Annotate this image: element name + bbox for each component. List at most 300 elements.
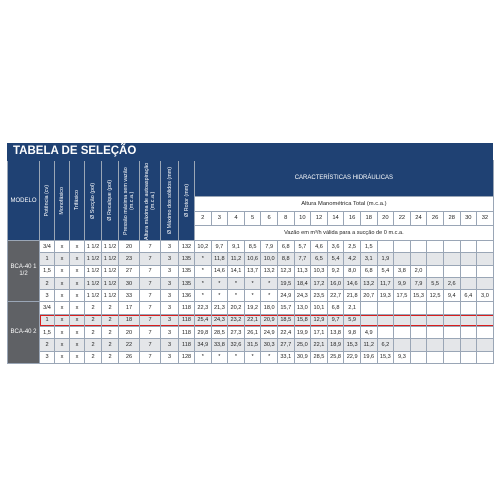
table-cell: 132 [179, 241, 195, 253]
table-cell: 33,1 [277, 351, 294, 363]
table-cell: 3 [161, 339, 179, 351]
table-cell: 3 [161, 302, 179, 314]
table-row [8, 241, 494, 253]
table-cell [377, 241, 394, 253]
table-cell: 10,3 [311, 265, 328, 277]
table-cell: 7 [140, 290, 161, 302]
table-cell [360, 314, 377, 326]
table-cell: * [228, 290, 245, 302]
table-cell: 30 [119, 277, 140, 289]
table-cell: x [70, 290, 85, 302]
table-cell: 135 [179, 253, 195, 265]
table-cell: 12,3 [277, 265, 294, 277]
table-cell [443, 253, 460, 265]
header-modelo: MODELO [8, 161, 40, 241]
table-cell: 7,7 [294, 253, 311, 265]
table-cell: 5,4 [327, 253, 344, 265]
table-cell: * [261, 351, 278, 363]
table-cell: * [244, 351, 261, 363]
table-cell: 8,8 [277, 253, 294, 265]
table-cell: 2 [102, 302, 119, 314]
table-cell: * [195, 351, 212, 363]
table-cell [427, 339, 444, 351]
table-cell: 13,2 [360, 277, 377, 289]
table-cell [410, 314, 427, 326]
table-cell: 9,7 [211, 241, 228, 253]
table-cell: * [211, 351, 228, 363]
table-cell [477, 241, 494, 253]
table-cell [394, 302, 411, 314]
table-cell: 118 [179, 327, 195, 339]
table-cell: 33 [119, 290, 140, 302]
table-row [8, 290, 494, 302]
table-cell: 27,7 [277, 339, 294, 351]
table-cell: * [261, 277, 278, 289]
table-cell [443, 314, 460, 326]
table-cell: x [55, 327, 70, 339]
table-cell: 19,6 [360, 351, 377, 363]
table-cell: 24,3 [211, 314, 228, 326]
table-row [8, 265, 494, 277]
table-row [8, 302, 494, 314]
table-cell [477, 314, 494, 326]
table-cell: * [195, 253, 212, 265]
table-cell: 22 [119, 339, 140, 351]
table-cell: 11,3 [294, 265, 311, 277]
table-cell [427, 253, 444, 265]
table-cell: 4,6 [311, 241, 328, 253]
table-cell: * [211, 290, 228, 302]
table-cell: x [55, 277, 70, 289]
table-cell [443, 339, 460, 351]
table-cell: 9,7 [327, 314, 344, 326]
table-cell: * [228, 277, 245, 289]
table-title: TABELA DE SELEÇÃO [7, 143, 493, 160]
header-altura: Altura Manométrica Total (m.c.a.) [195, 196, 494, 211]
table-cell: 21,3 [211, 302, 228, 314]
table-cell [394, 327, 411, 339]
table-cell [377, 327, 394, 339]
height-header-cell: 12 [311, 212, 328, 225]
table-cell: 19,2 [244, 302, 261, 314]
table-cell: 17 [119, 302, 140, 314]
table-cell: 14,6 [344, 277, 361, 289]
table-cell: 15,3 [410, 290, 427, 302]
table-cell: 31,5 [244, 339, 261, 351]
table-cell: 18,4 [294, 277, 311, 289]
table-cell: 15,3 [344, 339, 361, 351]
table-cell: 2 [85, 327, 102, 339]
table-cell: 21,8 [344, 290, 361, 302]
height-header-cell: 4 [228, 212, 245, 225]
header-recalque: Ø Recalque (pol) [102, 161, 119, 241]
table-cell: 3 [161, 314, 179, 326]
table-cell: 135 [179, 277, 195, 289]
table-cell: 32,6 [228, 339, 245, 351]
table-cell: x [70, 327, 85, 339]
table-cell: 7 [140, 241, 161, 253]
table-row [8, 351, 494, 363]
table-cell: 23,5 [311, 290, 328, 302]
table-cell: * [244, 277, 261, 289]
table-cell: 30,9 [294, 351, 311, 363]
table-cell: 7 [140, 277, 161, 289]
table-cell: 8,0 [344, 265, 361, 277]
table-cell: 22,9 [344, 351, 361, 363]
table-cell: * [195, 277, 212, 289]
table-cell: 19,9 [294, 327, 311, 339]
table-cell [410, 351, 427, 363]
height-header-cell: 30 [460, 212, 477, 225]
table-cell: 2 [102, 327, 119, 339]
table-cell: 13,0 [294, 302, 311, 314]
table-cell [377, 314, 394, 326]
table-cell: 14,6 [211, 265, 228, 277]
height-header-cell: 26 [427, 212, 444, 225]
table-cell: 7 [140, 351, 161, 363]
table-cell: * [211, 277, 228, 289]
table-cell: 6,2 [377, 339, 394, 351]
table-cell [410, 339, 427, 351]
height-header-cell: 28 [443, 212, 460, 225]
table-cell: 11,2 [228, 253, 245, 265]
table-cell: 1 [40, 253, 55, 265]
table-cell: 3 [161, 241, 179, 253]
table-cell: 18 [119, 314, 140, 326]
table-cell [410, 253, 427, 265]
table-cell: 19,5 [277, 277, 294, 289]
table-cell: 11,7 [377, 277, 394, 289]
table-cell: x [70, 314, 85, 326]
table-cell: 11,2 [360, 339, 377, 351]
height-header-cell: 2 [195, 212, 212, 225]
table-cell: 6,5 [311, 253, 328, 265]
table-cell: 7 [140, 339, 161, 351]
header-succao: Ø Sucção (pol) [85, 161, 102, 241]
header-rotor: Ø Rotor (mm) [179, 161, 195, 241]
table-cell: x [70, 253, 85, 265]
table-cell: 10,0 [261, 253, 278, 265]
table-cell: x [55, 351, 70, 363]
table-cell: 3 [161, 327, 179, 339]
table-cell: 8,5 [244, 241, 261, 253]
table-cell: 3/4 [40, 241, 55, 253]
table-row [8, 253, 494, 265]
table-cell: x [55, 302, 70, 314]
table-cell: x [55, 339, 70, 351]
table-cell: 10,1 [311, 302, 328, 314]
model-cell: BCA-40 2 [8, 302, 40, 363]
table-cell: 1,5 [40, 327, 55, 339]
table-cell: 2,6 [443, 277, 460, 289]
table-cell: 2,0 [410, 265, 427, 277]
table-cell: x [70, 265, 85, 277]
table-cell: 2 [102, 314, 119, 326]
height-header-cell: 6 [261, 212, 278, 225]
table-cell: 135 [179, 265, 195, 277]
table-cell: 20,7 [360, 290, 377, 302]
table-cell: 28,5 [211, 327, 228, 339]
table-cell: 18,0 [261, 302, 278, 314]
table-cell: 6,8 [327, 302, 344, 314]
table-cell: 3 [161, 290, 179, 302]
table-cell: 7 [140, 265, 161, 277]
table-cell: 3 [40, 290, 55, 302]
table-cell: 2 [102, 351, 119, 363]
table-cell: x [55, 290, 70, 302]
height-header-cell: 14 [327, 212, 344, 225]
height-header-cell: 22 [394, 212, 411, 225]
table-cell: 2 [40, 339, 55, 351]
table-cell: 30,3 [261, 339, 278, 351]
table-cell: 1 1/2 [85, 277, 102, 289]
table-cell [443, 302, 460, 314]
table-cell: 10,6 [244, 253, 261, 265]
table-cell: 3 [40, 351, 55, 363]
height-header-cell: 5 [244, 212, 261, 225]
table-cell: 34,9 [195, 339, 212, 351]
table-cell: 20 [119, 241, 140, 253]
height-header-cell: 24 [410, 212, 427, 225]
header-autoaspiracao: Altura máxima de autoaspiração (m.c.a.) [140, 161, 161, 241]
table-cell [360, 302, 377, 314]
table-row [8, 277, 494, 289]
table-cell: 22,4 [277, 327, 294, 339]
table-cell: 22,1 [311, 339, 328, 351]
table-cell [427, 314, 444, 326]
table-cell: 1 1/2 [102, 277, 119, 289]
table-cell: x [70, 277, 85, 289]
table-cell: 25,8 [327, 351, 344, 363]
table-cell: 3 [161, 253, 179, 265]
table-cell: 2 [85, 351, 102, 363]
table-cell: 17,1 [311, 327, 328, 339]
table-cell: x [70, 351, 85, 363]
table-cell: 11,8 [211, 253, 228, 265]
table-cell: 2,1 [344, 302, 361, 314]
table-cell: 7,9 [261, 241, 278, 253]
table-cell: 20,9 [261, 314, 278, 326]
table-row [8, 327, 494, 339]
table-cell: 28,5 [311, 351, 328, 363]
table-cell [427, 265, 444, 277]
table-cell: 2 [40, 277, 55, 289]
table-cell [477, 265, 494, 277]
table-cell: 16,0 [327, 277, 344, 289]
table-cell [427, 302, 444, 314]
table-cell [460, 253, 477, 265]
table-cell [477, 277, 494, 289]
table-cell [410, 302, 427, 314]
table-cell [394, 339, 411, 351]
table-cell [394, 314, 411, 326]
model-cell: BCA-40 1 1/2 [8, 241, 40, 302]
table-cell: 29,8 [195, 327, 212, 339]
table-cell: 22,3 [195, 302, 212, 314]
table-cell [443, 351, 460, 363]
table-cell: 6,8 [360, 265, 377, 277]
header-pressao: Pressão máxima sem vazão (m.c.a.) [119, 161, 140, 241]
height-header-cell: 16 [344, 212, 361, 225]
table-cell: 13,7 [244, 265, 261, 277]
table-cell: 6,8 [277, 241, 294, 253]
height-header-cell: 18 [360, 212, 377, 225]
table-cell: 1 [40, 314, 55, 326]
table-cell: x [70, 302, 85, 314]
table-cell: 1 1/2 [102, 253, 119, 265]
table-cell: 15,7 [277, 302, 294, 314]
table-cell: 14,1 [228, 265, 245, 277]
table-cell [460, 314, 477, 326]
table-cell: 2 [85, 314, 102, 326]
table-cell: 24,9 [277, 290, 294, 302]
table-cell: 15,3 [377, 351, 394, 363]
table-cell: x [55, 265, 70, 277]
table-cell: 118 [179, 302, 195, 314]
header-potencia: Potência (cv) [40, 161, 55, 241]
table-cell: 27,3 [228, 327, 245, 339]
table-cell: 118 [179, 339, 195, 351]
table-cell: 7,9 [410, 277, 427, 289]
table-cell: 3,8 [394, 265, 411, 277]
table-cell: 2 [85, 302, 102, 314]
table-cell: 3 [161, 265, 179, 277]
table-cell [477, 339, 494, 351]
table-cell: 3,0 [477, 290, 494, 302]
table-cell: 12,9 [311, 314, 328, 326]
table-cell [460, 265, 477, 277]
header-solidos: Ø Máximo dos sólidos (mm) [161, 161, 179, 241]
table-cell: 33,8 [211, 339, 228, 351]
table-cell: 19,3 [377, 290, 394, 302]
table-cell [394, 253, 411, 265]
table-cell: 1,9 [377, 253, 394, 265]
table-cell: 7 [140, 314, 161, 326]
table-cell: 26 [119, 351, 140, 363]
selection-table-document [7, 143, 493, 364]
table-cell: 10,2 [195, 241, 212, 253]
table-cell: 22,1 [244, 314, 261, 326]
table-cell: 1 1/2 [85, 265, 102, 277]
table-cell: 17,2 [311, 277, 328, 289]
table-cell: 1 1/2 [85, 290, 102, 302]
table-cell: x [55, 253, 70, 265]
highlighted-table-row [8, 314, 494, 326]
table-cell: 3/4 [40, 302, 55, 314]
table-cell: 1 1/2 [85, 241, 102, 253]
table-cell: 7 [140, 253, 161, 265]
table-cell: 128 [179, 351, 195, 363]
table-cell: * [195, 290, 212, 302]
table-cell: 20,2 [228, 302, 245, 314]
table-cell [427, 327, 444, 339]
table-cell: 6,4 [460, 290, 477, 302]
table-cell: x [70, 241, 85, 253]
table-cell: 13,2 [261, 265, 278, 277]
table-cell [410, 241, 427, 253]
table-cell: 9,9 [394, 277, 411, 289]
table-cell: * [195, 265, 212, 277]
header-vazao: Vazão em m³/h válida para a sucção de 0 m.c.a. [195, 225, 494, 240]
table-cell: 3 [161, 277, 179, 289]
table-cell: 22,7 [327, 290, 344, 302]
table-cell: 1 1/2 [102, 241, 119, 253]
table-cell: 3,6 [327, 241, 344, 253]
table-cell [477, 253, 494, 265]
table-cell: 1 1/2 [102, 265, 119, 277]
table-cell: 3 [161, 351, 179, 363]
table-cell [377, 302, 394, 314]
table-cell: 24,3 [294, 290, 311, 302]
table-cell: x [55, 314, 70, 326]
table-cell [410, 327, 427, 339]
table-cell: 5,4 [377, 265, 394, 277]
table-cell [427, 351, 444, 363]
table-cell: 9,8 [344, 327, 361, 339]
table-cell [477, 351, 494, 363]
header-trifasico: Trifásico [70, 161, 85, 241]
table-cell [477, 302, 494, 314]
table-cell: 26,1 [244, 327, 261, 339]
table-cell: 23 [119, 253, 140, 265]
table-cell: 2 [102, 339, 119, 351]
table-cell [427, 241, 444, 253]
height-header-cell: 20 [377, 212, 394, 225]
table-cell: 2,5 [344, 241, 361, 253]
table-cell: 5,5 [427, 277, 444, 289]
table-cell [460, 302, 477, 314]
header-caracteristicas: CARACTERÍSTICAS HIDRÁULICAS [195, 161, 494, 197]
table-cell: 9,4 [443, 290, 460, 302]
table-cell [460, 241, 477, 253]
table-cell: 9,3 [394, 351, 411, 363]
table-cell [443, 241, 460, 253]
table-cell: 25,4 [195, 314, 212, 326]
table-cell: 3,1 [360, 253, 377, 265]
header-monofasico: Monofásico [55, 161, 70, 241]
table-cell: 4,9 [360, 327, 377, 339]
selection-table [7, 160, 494, 364]
table-cell: 7 [140, 302, 161, 314]
table-cell: 18,9 [327, 339, 344, 351]
table-cell: x [55, 241, 70, 253]
table-cell: * [244, 290, 261, 302]
table-cell: x [70, 339, 85, 351]
table-cell: 23,2 [228, 314, 245, 326]
table-cell: 15,8 [294, 314, 311, 326]
table-cell [443, 265, 460, 277]
table-cell: 1,5 [40, 265, 55, 277]
table-cell: 2 [85, 339, 102, 351]
table-cell: 1 1/2 [102, 290, 119, 302]
table-cell: 7 [140, 327, 161, 339]
table-cell: 24,9 [261, 327, 278, 339]
table-cell [460, 339, 477, 351]
table-cell: 136 [179, 290, 195, 302]
height-header-cell: 10 [294, 212, 311, 225]
table-cell: 27 [119, 265, 140, 277]
table-cell: 118 [179, 314, 195, 326]
table-cell: 5,9 [344, 314, 361, 326]
table-cell [443, 327, 460, 339]
table-cell: * [261, 290, 278, 302]
table-cell: * [228, 351, 245, 363]
table-cell: 9,2 [327, 265, 344, 277]
table-cell: 17,5 [394, 290, 411, 302]
table-cell: 4,2 [344, 253, 361, 265]
table-cell [460, 277, 477, 289]
table-cell [460, 351, 477, 363]
